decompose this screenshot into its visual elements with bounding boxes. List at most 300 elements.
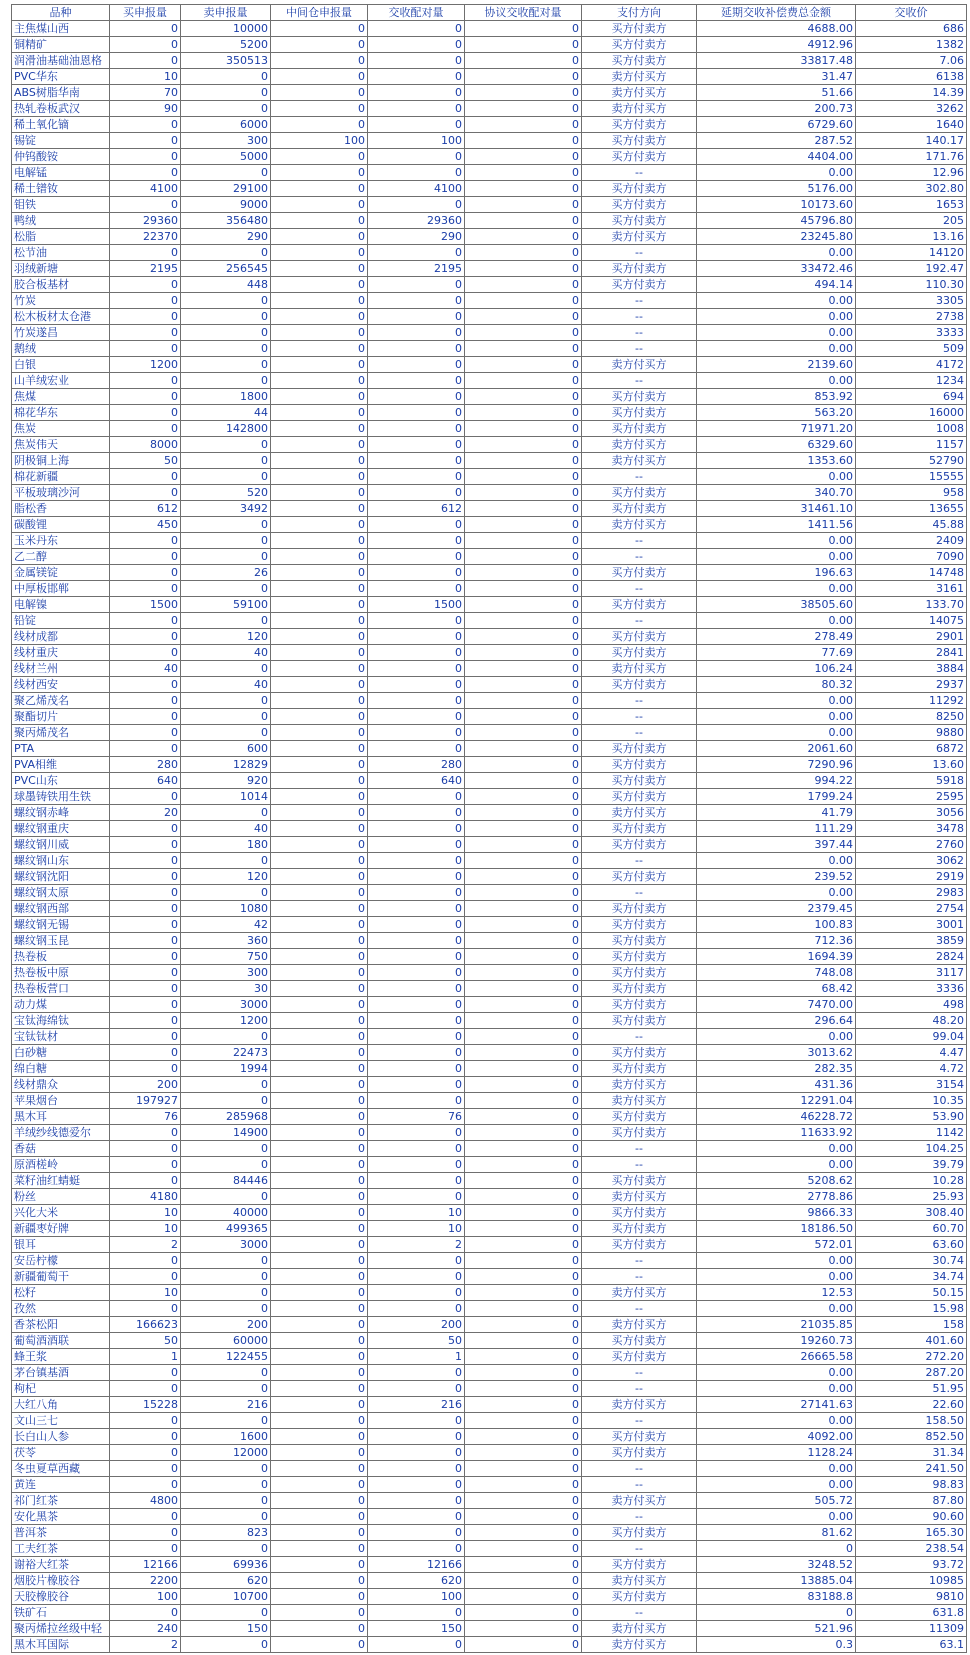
- buy-qty-cell: 1: [110, 1349, 181, 1365]
- variety-cell: 聚丙烯拉丝级中轻: [12, 1621, 110, 1637]
- buy-qty-cell: 0: [110, 1157, 181, 1173]
- table-row: [12, 1237, 967, 1253]
- compensation-cell: 4404.00: [697, 149, 856, 165]
- table-row: [12, 853, 967, 869]
- compensation-cell: 853.92: [697, 389, 856, 405]
- middle-qty-cell: 0: [271, 1413, 368, 1429]
- buy-qty-cell: 0: [110, 565, 181, 581]
- buy-qty-cell: 2195: [110, 261, 181, 277]
- middle-qty-cell: 0: [271, 229, 368, 245]
- sell-qty-cell: 10700: [181, 1589, 271, 1605]
- agreement-qty-cell: 0: [465, 1541, 582, 1557]
- variety-cell: 热卷板中原: [12, 965, 110, 981]
- settle-price-cell: 3884: [856, 661, 967, 677]
- match-qty-cell: 0: [368, 85, 465, 101]
- table-row: [12, 741, 967, 757]
- variety-cell: 羊绒纱线德爱尔: [12, 1125, 110, 1141]
- agreement-qty-cell: 0: [465, 1221, 582, 1237]
- table-row: [12, 677, 967, 693]
- middle-qty-cell: 0: [271, 21, 368, 37]
- variety-cell: PVC华东: [12, 69, 110, 85]
- match-qty-cell: 0: [368, 629, 465, 645]
- buy-qty-cell: 8000: [110, 437, 181, 453]
- variety-cell: 棉花新疆: [12, 469, 110, 485]
- payment-direction-cell: 买方付卖方: [582, 197, 697, 213]
- agreement-qty-cell: 0: [465, 213, 582, 229]
- payment-direction-cell: --: [582, 1541, 697, 1557]
- agreement-qty-cell: 0: [465, 229, 582, 245]
- match-qty-cell: 0: [368, 37, 465, 53]
- middle-qty-cell: 0: [271, 981, 368, 997]
- middle-qty-cell: 0: [271, 37, 368, 53]
- sell-qty-cell: 40: [181, 821, 271, 837]
- settle-price-cell: 104.25: [856, 1141, 967, 1157]
- variety-cell: 胶合板基材: [12, 277, 110, 293]
- compensation-cell: 712.36: [697, 933, 856, 949]
- variety-cell: 热卷板: [12, 949, 110, 965]
- table-row: [12, 181, 967, 197]
- settle-price-cell: 45.88: [856, 517, 967, 533]
- match-qty-cell: 0: [368, 1509, 465, 1525]
- compensation-cell: 13885.04: [697, 1573, 856, 1589]
- variety-cell: 烟胶片橡胶谷: [12, 1573, 110, 1589]
- payment-direction-cell: 买方付卖方: [582, 485, 697, 501]
- payment-direction-cell: 买方付卖方: [582, 741, 697, 757]
- variety-cell: 白砂糖: [12, 1045, 110, 1061]
- compensation-cell: 7290.96: [697, 757, 856, 773]
- sell-qty-cell: 0: [181, 549, 271, 565]
- settle-price-cell: 63.1: [856, 1637, 967, 1653]
- match-qty-cell: 0: [368, 1301, 465, 1317]
- buy-qty-cell: 0: [110, 629, 181, 645]
- payment-direction-cell: 买方付卖方: [582, 261, 697, 277]
- middle-qty-cell: 0: [271, 1477, 368, 1493]
- match-qty-cell: 0: [368, 1029, 465, 1045]
- compensation-cell: 4688.00: [697, 21, 856, 37]
- agreement-qty-cell: 0: [465, 1397, 582, 1413]
- match-qty-cell: 0: [368, 1637, 465, 1653]
- table-row: [12, 389, 967, 405]
- middle-qty-cell: 0: [271, 709, 368, 725]
- middle-qty-cell: 0: [271, 1461, 368, 1477]
- middle-qty-cell: 0: [271, 1509, 368, 1525]
- match-qty-cell: 0: [368, 197, 465, 213]
- agreement-qty-cell: 0: [465, 325, 582, 341]
- settle-price-cell: 11309: [856, 1621, 967, 1637]
- compensation-cell: 340.70: [697, 485, 856, 501]
- match-qty-cell: 0: [368, 677, 465, 693]
- match-qty-cell: 0: [368, 1285, 465, 1301]
- match-qty-cell: 0: [368, 837, 465, 853]
- agreement-qty-cell: 0: [465, 1477, 582, 1493]
- middle-qty-cell: 0: [271, 421, 368, 437]
- middle-qty-cell: 0: [271, 517, 368, 533]
- match-qty-cell: 0: [368, 981, 465, 997]
- buy-qty-cell: 2: [110, 1637, 181, 1653]
- buy-qty-cell: 10: [110, 1221, 181, 1237]
- compensation-cell: 1694.39: [697, 949, 856, 965]
- agreement-qty-cell: 0: [465, 1461, 582, 1477]
- variety-cell: 螺纹钢重庆: [12, 821, 110, 837]
- settle-price-cell: 686: [856, 21, 967, 37]
- table-row: [12, 725, 967, 741]
- middle-qty-cell: 0: [271, 1605, 368, 1621]
- table-row: [12, 1445, 967, 1461]
- middle-qty-cell: 0: [271, 1557, 368, 1573]
- middle-qty-cell: 0: [271, 917, 368, 933]
- compensation-cell: 0.00: [697, 853, 856, 869]
- agreement-qty-cell: 0: [465, 1093, 582, 1109]
- compensation-cell: 41.79: [697, 805, 856, 821]
- match-qty-cell: 0: [368, 165, 465, 181]
- compensation-cell: 18186.50: [697, 1221, 856, 1237]
- payment-direction-cell: --: [582, 309, 697, 325]
- variety-cell: 铅锭: [12, 613, 110, 629]
- middle-qty-cell: 0: [271, 149, 368, 165]
- agreement-qty-cell: 0: [465, 1557, 582, 1573]
- match-qty-cell: 0: [368, 389, 465, 405]
- middle-qty-cell: 0: [271, 501, 368, 517]
- middle-qty-cell: 0: [271, 1237, 368, 1253]
- compensation-cell: 0.00: [697, 581, 856, 597]
- middle-qty-cell: 0: [271, 1365, 368, 1381]
- agreement-qty-cell: 0: [465, 821, 582, 837]
- agreement-qty-cell: 0: [465, 1605, 582, 1621]
- table-row: [12, 1061, 967, 1077]
- sell-qty-cell: 60000: [181, 1333, 271, 1349]
- buy-qty-cell: 0: [110, 677, 181, 693]
- match-qty-cell: 0: [368, 917, 465, 933]
- payment-direction-cell: 卖方付买方: [582, 1189, 697, 1205]
- settle-price-cell: 3161: [856, 581, 967, 597]
- payment-direction-cell: 买方付卖方: [582, 997, 697, 1013]
- sell-qty-cell: 0: [181, 805, 271, 821]
- sell-qty-cell: 216: [181, 1397, 271, 1413]
- settle-price-cell: 2901: [856, 629, 967, 645]
- sell-qty-cell: 1080: [181, 901, 271, 917]
- sell-qty-cell: 12829: [181, 757, 271, 773]
- sell-qty-cell: 6000: [181, 117, 271, 133]
- settle-price-cell: 2937: [856, 677, 967, 693]
- match-qty-cell: 620: [368, 1573, 465, 1589]
- settle-price-cell: 87.80: [856, 1493, 967, 1509]
- variety-cell: 金属镁锭: [12, 565, 110, 581]
- settle-price-cell: 158: [856, 1317, 967, 1333]
- compensation-cell: 0.00: [697, 1461, 856, 1477]
- middle-qty-cell: 0: [271, 437, 368, 453]
- middle-qty-cell: 0: [271, 213, 368, 229]
- col-header-variety: 品种: [12, 5, 110, 21]
- payment-direction-cell: --: [582, 325, 697, 341]
- table-row: [12, 1621, 967, 1637]
- match-qty-cell: 0: [368, 1365, 465, 1381]
- buy-qty-cell: 0: [110, 37, 181, 53]
- agreement-qty-cell: 0: [465, 1525, 582, 1541]
- variety-cell: 原酒槎岭: [12, 1157, 110, 1173]
- table-row: [12, 1045, 967, 1061]
- payment-direction-cell: 买方付卖方: [582, 933, 697, 949]
- match-qty-cell: 0: [368, 853, 465, 869]
- variety-cell: 文山三七: [12, 1413, 110, 1429]
- payment-direction-cell: --: [582, 373, 697, 389]
- payment-direction-cell: 卖方付买方: [582, 1285, 697, 1301]
- compensation-cell: 31461.10: [697, 501, 856, 517]
- match-qty-cell: 0: [368, 661, 465, 677]
- settle-price-cell: 509: [856, 341, 967, 357]
- variety-cell: 稀土镨钕: [12, 181, 110, 197]
- sell-qty-cell: 0: [181, 1509, 271, 1525]
- middle-qty-cell: 0: [271, 245, 368, 261]
- compensation-cell: 2778.86: [697, 1189, 856, 1205]
- settle-price-cell: 14748: [856, 565, 967, 581]
- match-qty-cell: 0: [368, 1477, 465, 1493]
- settle-price-cell: 48.20: [856, 1013, 967, 1029]
- agreement-qty-cell: 0: [465, 117, 582, 133]
- sell-qty-cell: 0: [181, 309, 271, 325]
- buy-qty-cell: 166623: [110, 1317, 181, 1333]
- sell-qty-cell: 1014: [181, 789, 271, 805]
- match-qty-cell: 2: [368, 1237, 465, 1253]
- middle-qty-cell: 100: [271, 133, 368, 149]
- payment-direction-cell: 卖方付买方: [582, 1621, 697, 1637]
- variety-cell: 脂松香: [12, 501, 110, 517]
- agreement-qty-cell: 0: [465, 437, 582, 453]
- middle-qty-cell: 0: [271, 1045, 368, 1061]
- match-qty-cell: 200: [368, 1317, 465, 1333]
- variety-cell: 螺纹钢山东: [12, 853, 110, 869]
- compensation-cell: 239.52: [697, 869, 856, 885]
- settle-price-cell: 3262: [856, 101, 967, 117]
- compensation-cell: 12291.04: [697, 1093, 856, 1109]
- agreement-qty-cell: 0: [465, 757, 582, 773]
- settle-price-cell: 238.54: [856, 1541, 967, 1557]
- payment-direction-cell: 买方付卖方: [582, 1237, 697, 1253]
- match-qty-cell: 0: [368, 1093, 465, 1109]
- compensation-cell: 2379.45: [697, 901, 856, 917]
- match-qty-cell: 0: [368, 1525, 465, 1541]
- match-qty-cell: 0: [368, 613, 465, 629]
- table-row: [12, 629, 967, 645]
- settle-price-cell: 4172: [856, 357, 967, 373]
- table-row: [12, 37, 967, 53]
- payment-direction-cell: --: [582, 1029, 697, 1045]
- table-row: [12, 1093, 967, 1109]
- payment-direction-cell: 买方付卖方: [582, 981, 697, 997]
- table-row: [12, 757, 967, 773]
- sell-qty-cell: 0: [181, 69, 271, 85]
- table-row: [12, 1605, 967, 1621]
- match-qty-cell: 0: [368, 53, 465, 69]
- sell-qty-cell: 0: [181, 581, 271, 597]
- agreement-qty-cell: 0: [465, 853, 582, 869]
- table-row: [12, 1221, 967, 1237]
- sell-qty-cell: 0: [181, 853, 271, 869]
- variety-cell: 仲钨酸铵: [12, 149, 110, 165]
- middle-qty-cell: 0: [271, 181, 368, 197]
- buy-qty-cell: 0: [110, 821, 181, 837]
- variety-cell: 谢裕大红茶: [12, 1557, 110, 1573]
- match-qty-cell: 150: [368, 1621, 465, 1637]
- payment-direction-cell: --: [582, 1253, 697, 1269]
- compensation-cell: 994.22: [697, 773, 856, 789]
- sell-qty-cell: 256545: [181, 261, 271, 277]
- match-qty-cell: 0: [368, 325, 465, 341]
- compensation-cell: 0.00: [697, 325, 856, 341]
- table-row: [12, 1509, 967, 1525]
- table-row: [12, 837, 967, 853]
- table-row: [12, 613, 967, 629]
- compensation-cell: 68.42: [697, 981, 856, 997]
- match-qty-cell: 12166: [368, 1557, 465, 1573]
- variety-cell: ABS树脂华南: [12, 85, 110, 101]
- match-qty-cell: 0: [368, 1541, 465, 1557]
- agreement-qty-cell: 0: [465, 661, 582, 677]
- variety-cell: 线材成都: [12, 629, 110, 645]
- payment-direction-cell: 买方付卖方: [582, 1061, 697, 1077]
- variety-cell: 润滑油基础油恩格: [12, 53, 110, 69]
- buy-qty-cell: 0: [110, 1173, 181, 1189]
- settle-price-cell: 53.90: [856, 1109, 967, 1125]
- table-row: [12, 693, 967, 709]
- agreement-qty-cell: 0: [465, 1077, 582, 1093]
- settle-price-cell: 694: [856, 389, 967, 405]
- table-row: [12, 709, 967, 725]
- table-row: [12, 165, 967, 181]
- table-row: [12, 117, 967, 133]
- compensation-cell: 3248.52: [697, 1557, 856, 1573]
- match-qty-cell: 0: [368, 1269, 465, 1285]
- middle-qty-cell: 0: [271, 1077, 368, 1093]
- settle-price-cell: 6872: [856, 741, 967, 757]
- variety-cell: 电解镍: [12, 597, 110, 613]
- settle-price-cell: 1653: [856, 197, 967, 213]
- match-qty-cell: 10: [368, 1205, 465, 1221]
- payment-direction-cell: 卖方付买方: [582, 1317, 697, 1333]
- match-qty-cell: 0: [368, 1061, 465, 1077]
- payment-direction-cell: 卖方付买方: [582, 453, 697, 469]
- compensation-cell: 0.00: [697, 1509, 856, 1525]
- settle-price-cell: 1382: [856, 37, 967, 53]
- variety-cell: 线材兰州: [12, 661, 110, 677]
- variety-cell: 松籽: [12, 1285, 110, 1301]
- settle-price-cell: 133.70: [856, 597, 967, 613]
- sell-qty-cell: 0: [181, 357, 271, 373]
- agreement-qty-cell: 0: [465, 277, 582, 293]
- middle-qty-cell: 0: [271, 565, 368, 581]
- agreement-qty-cell: 0: [465, 1205, 582, 1221]
- settle-price-cell: 171.76: [856, 149, 967, 165]
- sell-qty-cell: 0: [181, 1189, 271, 1205]
- agreement-qty-cell: 0: [465, 1429, 582, 1445]
- variety-cell: 菜籽油红蜻蜓: [12, 1173, 110, 1189]
- buy-qty-cell: 0: [110, 389, 181, 405]
- compensation-cell: 33817.48: [697, 53, 856, 69]
- middle-qty-cell: 0: [271, 1317, 368, 1333]
- table-row: [12, 1397, 967, 1413]
- settle-price-cell: 2760: [856, 837, 967, 853]
- middle-qty-cell: 0: [271, 1589, 368, 1605]
- agreement-qty-cell: 0: [465, 469, 582, 485]
- variety-cell: 松节油: [12, 245, 110, 261]
- settle-price-cell: 63.60: [856, 1237, 967, 1253]
- middle-qty-cell: 0: [271, 533, 368, 549]
- middle-qty-cell: 0: [271, 1093, 368, 1109]
- compensation-cell: 3013.62: [697, 1045, 856, 1061]
- payment-direction-cell: --: [582, 709, 697, 725]
- buy-qty-cell: 76: [110, 1109, 181, 1125]
- buy-qty-cell: 0: [110, 245, 181, 261]
- buy-qty-cell: 2200: [110, 1573, 181, 1589]
- sell-qty-cell: 0: [181, 293, 271, 309]
- settle-price-cell: 401.60: [856, 1333, 967, 1349]
- table-row: [12, 965, 967, 981]
- agreement-qty-cell: 0: [465, 245, 582, 261]
- variety-cell: 主焦煤山西: [12, 21, 110, 37]
- table-row: [12, 261, 967, 277]
- table-row: [12, 1365, 967, 1381]
- settle-price-cell: 10.35: [856, 1093, 967, 1109]
- table-row: [12, 1333, 967, 1349]
- middle-qty-cell: 0: [271, 85, 368, 101]
- variety-cell: 羽绒新塘: [12, 261, 110, 277]
- variety-cell: 焦炭: [12, 421, 110, 437]
- table-row: [12, 197, 967, 213]
- buy-qty-cell: 0: [110, 1061, 181, 1077]
- sell-qty-cell: 0: [181, 1493, 271, 1509]
- middle-qty-cell: 0: [271, 613, 368, 629]
- table-row: [12, 309, 967, 325]
- sell-qty-cell: 0: [181, 325, 271, 341]
- sell-qty-cell: 122455: [181, 1349, 271, 1365]
- middle-qty-cell: 0: [271, 965, 368, 981]
- variety-cell: 热轧卷板武汉: [12, 101, 110, 117]
- payment-direction-cell: --: [582, 341, 697, 357]
- middle-qty-cell: 0: [271, 885, 368, 901]
- agreement-qty-cell: 0: [465, 917, 582, 933]
- agreement-qty-cell: 0: [465, 1061, 582, 1077]
- compensation-cell: 26665.58: [697, 1349, 856, 1365]
- compensation-cell: 494.14: [697, 277, 856, 293]
- table-row: [12, 133, 967, 149]
- compensation-cell: 572.01: [697, 1237, 856, 1253]
- agreement-qty-cell: 0: [465, 309, 582, 325]
- agreement-qty-cell: 0: [465, 549, 582, 565]
- buy-qty-cell: 0: [110, 1125, 181, 1141]
- compensation-cell: 51.66: [697, 85, 856, 101]
- buy-qty-cell: 0: [110, 165, 181, 181]
- buy-qty-cell: 0: [110, 1525, 181, 1541]
- payment-direction-cell: --: [582, 1141, 697, 1157]
- variety-cell: 鸭绒: [12, 213, 110, 229]
- sell-qty-cell: 0: [181, 165, 271, 181]
- agreement-qty-cell: 0: [465, 709, 582, 725]
- table-row: [12, 229, 967, 245]
- agreement-qty-cell: 0: [465, 341, 582, 357]
- table-row: [12, 981, 967, 997]
- payment-direction-cell: --: [582, 1365, 697, 1381]
- agreement-qty-cell: 0: [465, 773, 582, 789]
- buy-qty-cell: 612: [110, 501, 181, 517]
- middle-qty-cell: 0: [271, 1061, 368, 1077]
- payment-direction-cell: --: [582, 165, 697, 181]
- buy-qty-cell: 0: [110, 981, 181, 997]
- agreement-qty-cell: 0: [465, 453, 582, 469]
- buy-qty-cell: 0: [110, 149, 181, 165]
- payment-direction-cell: 买方付卖方: [582, 21, 697, 37]
- middle-qty-cell: 0: [271, 869, 368, 885]
- settle-price-cell: 287.20: [856, 1365, 967, 1381]
- settle-price-cell: 2919: [856, 869, 967, 885]
